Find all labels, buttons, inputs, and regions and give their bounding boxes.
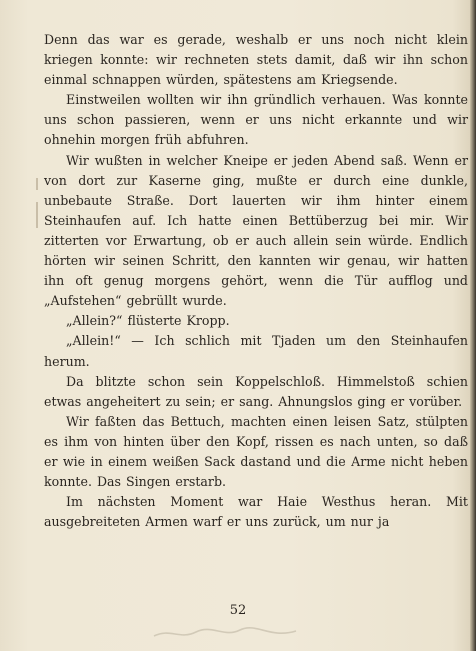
margin-pencil-mark: [36, 178, 38, 190]
paragraph-continuation: Denn das war es gerade, weshalb er uns noch nicht klein kriegen konnte: wir rechneten stets damit, daß wir ihn schon einmal schnappen würden, spätestens am Kriegsende.: [44, 32, 468, 88]
dialogue-line: „Allein!“ — Ich schlich mit Tjaden um den Steinhaufen herum.: [44, 333, 468, 369]
margin-pencil-mark: [36, 202, 38, 228]
faded-stamp-mark: [150, 624, 300, 642]
paragraph: Da blitzte schon sein Koppelschloß. Himmelstoß schien etwas angeheitert zu sein; er sang. Ahnungslos ging er vorüber.: [44, 373, 468, 409]
page-text: [44, 30, 468, 532]
paragraph: Im nächsten Moment war Haie Westhus heran. Mit ausgebreiteten Armen warf er uns zurück, um nur ja: [44, 494, 468, 530]
paragraph: Einstweilen wollten wir ihn gründlich verhauen. Was konnte uns schon passieren, wenn er uns nicht erkannte und wir ohnehin morgen früh abfuhren.: [44, 92, 468, 148]
paragraph: Wir wußten in welcher Kneipe er jeden Abend saß. Wenn er von dort zur Kaserne ging, mußte er durch eine dunkle, unbebaute Straße. Dort lauerten wir ihm hinter einem Steinhaufen auf. Ich hatte einen Bettüberzug bei mir. Wir zitterten vor Erwartung, ob er auch allein sein würde. Endlich hörten wir seinen Schritt, den kannten wir genau, wir hatten ihn oft genug morgens gehört, wenn die Tür aufflog und „Aufstehen“ gebrüllt wurde.: [44, 152, 468, 309]
page-edge-shadow: [470, 0, 476, 651]
dialogue-line: „Allein?“ flüsterte Kropp.: [66, 313, 230, 329]
paragraph: Wir faßten das Bettuch, machten einen leisen Satz, stülpten es ihm von hinten über den Kopf, rissen es nach unten, so daß er wie in einem weißen Sack dastand und die Arme nicht heben konnte. Das Singen erstarb.: [44, 413, 468, 490]
page-number: 52: [229, 603, 247, 618]
